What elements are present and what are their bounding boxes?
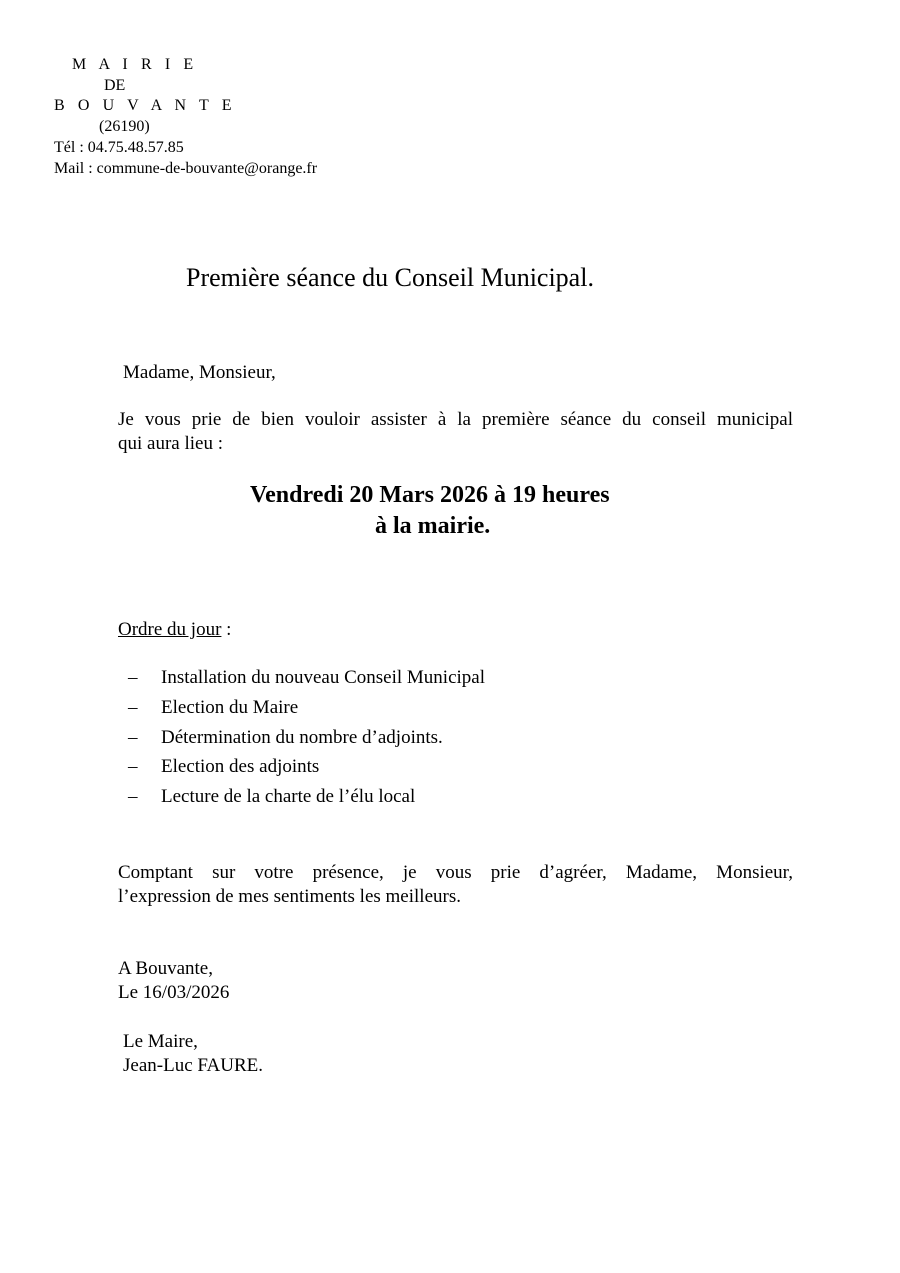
agenda-item — [128, 786, 415, 808]
letterhead-de: DE — [104, 77, 126, 94]
place: A Bouvante, — [118, 958, 213, 979]
signature-role: Le Maire, — [123, 1031, 198, 1052]
intro-paragraph — [118, 408, 793, 456]
meeting-date-time: Vendredi 20 Mars 2026 à 19 heures — [250, 482, 610, 508]
agenda-item — [128, 727, 443, 749]
agenda-label: Ordre du jour — [118, 619, 222, 640]
letterhead-phone: Tél : 04.75.48.57.85 — [54, 139, 184, 156]
agenda-item — [128, 697, 298, 719]
intro-line-1: Je vous prie de bien vouloir assister à la première séance du conseil municipal — [118, 409, 793, 430]
agenda-item-text: Election du Maire — [161, 697, 299, 718]
document-title: Première séance du Conseil Municipal. — [186, 263, 594, 292]
agenda-heading — [118, 618, 231, 642]
date: Le 16/03/2026 — [118, 982, 230, 1003]
agenda-item — [128, 756, 319, 778]
letterhead-bouvante: B O U V A N T E — [54, 97, 237, 114]
agenda-bullet: – — [128, 727, 138, 748]
agenda-bullet: – — [128, 667, 138, 688]
agenda-item-text: Lecture de la charte de l’élu local — [161, 786, 416, 807]
signature-name: Jean-Luc FAURE. — [123, 1055, 264, 1076]
closing-line-2: l’expression de mes sentiments les meilleurs. — [118, 886, 461, 907]
agenda-item-text: Installation du nouveau Conseil Municipal — [161, 667, 486, 688]
letterhead-mail: Mail : commune-de-bouvante@orange.fr — [54, 160, 318, 177]
letterhead-mairie: M A I R I E — [72, 56, 198, 73]
agenda-bullet: – — [128, 786, 138, 807]
agenda-label-suffix: : — [221, 619, 232, 640]
closing-paragraph — [118, 861, 793, 909]
letterhead-postal-code: (26190) — [99, 118, 150, 135]
agenda-bullet: – — [128, 756, 138, 777]
salutation: Madame, Monsieur, — [123, 362, 276, 383]
meeting-place: à la mairie. — [375, 513, 491, 539]
closing-line-1: Comptant sur votre présence, je vous prie d’agréer, Madame, Monsieur, — [118, 862, 793, 883]
agenda-item-text: Election des adjoints — [161, 756, 320, 777]
intro-line-2: qui aura lieu : — [118, 433, 223, 454]
agenda-item-text: Détermination du nombre d’adjoints. — [161, 727, 443, 748]
agenda-bullet: – — [128, 697, 138, 718]
agenda-item — [128, 667, 485, 689]
